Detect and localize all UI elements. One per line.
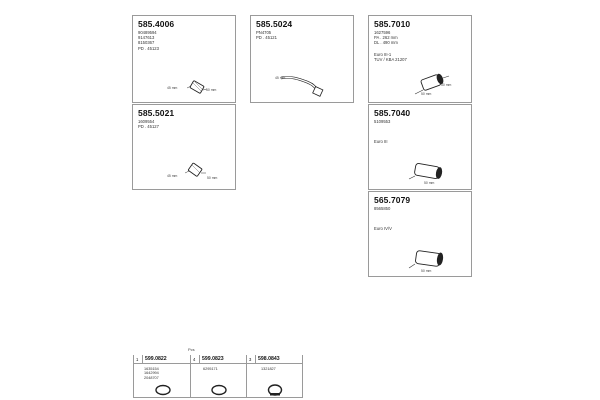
part-quantity: 1	[136, 356, 139, 362]
approval-number: TUV / KBA 21207	[374, 57, 407, 63]
euro-norm: Euro IV/V	[374, 226, 392, 231]
part-code: 599.0823	[202, 355, 224, 362]
clamp-ring-drawing	[266, 383, 284, 397]
product-code: 585.4006	[138, 19, 175, 29]
oem-number: 1627596	[374, 30, 391, 35]
part-cell-599-0822[interactable]	[133, 355, 191, 398]
product-card-565-7079[interactable]	[368, 191, 472, 277]
oem-number-list	[256, 30, 277, 40]
oem-number: 1609554	[138, 119, 155, 124]
oem-number: 1642994	[144, 371, 159, 376]
dimension-value: DL . 490 mm	[374, 40, 398, 46]
oem-number: 8150367	[138, 40, 155, 46]
diameter-label: 50 mm	[421, 269, 432, 273]
product-code: 565.7079	[374, 195, 411, 205]
part-quantity: 4	[193, 356, 196, 362]
oem-number: PN4705	[256, 30, 272, 35]
oem-number: 9147613	[138, 35, 155, 41]
oem-number: 90489594	[138, 30, 157, 35]
product-card-585-7010[interactable]	[368, 15, 472, 103]
part-oem-list	[203, 367, 218, 371]
product-code: 585.5021	[138, 108, 175, 118]
product-card-585-5021[interactable]	[132, 104, 236, 190]
oem-number-list	[138, 30, 159, 51]
diameter-label: 50 mm	[206, 88, 217, 92]
part-cell-599-0823[interactable]	[190, 355, 247, 398]
pcs-label: Pcs	[188, 347, 195, 352]
diameter-label: 50 mm	[424, 181, 435, 185]
clamp-ring-drawing	[210, 384, 228, 396]
part-quantity: 3	[249, 356, 252, 362]
oem-number: 6295171	[203, 367, 218, 371]
product-code: 585.7010	[374, 19, 411, 29]
pd-reference: PD . 45123	[138, 45, 159, 51]
oem-number-list	[138, 119, 159, 129]
oem-number: 5109553	[374, 119, 391, 124]
diameter-label: 45 mm	[167, 174, 178, 178]
product-code: 585.7040	[374, 108, 411, 118]
part-oem-list	[144, 367, 159, 380]
part-code: 599.0822	[145, 355, 167, 362]
euro-norm: Euro III	[374, 139, 388, 144]
product-card-585-7040[interactable]	[368, 104, 472, 190]
oem-number-list	[374, 30, 398, 46]
diameter-label: 50 mm	[441, 83, 452, 87]
oem-number-list	[374, 206, 390, 211]
part-oem-list	[261, 367, 276, 371]
oem-number-list	[374, 119, 390, 124]
oem-number: 8565850	[374, 206, 391, 211]
part-code: 598.0843	[258, 355, 280, 362]
dimension-value: PA . 262 mm	[374, 35, 398, 41]
oem-number: 1321827	[261, 367, 276, 371]
pd-reference: PD . 45121	[256, 35, 277, 41]
product-code: 585.5024	[256, 19, 293, 29]
oem-number: 1635154	[144, 367, 159, 371]
euro-norm: Euro III-1	[374, 52, 392, 57]
exhaust-pipe-drawing	[279, 68, 329, 100]
diameter-label: 45 mm	[167, 86, 178, 90]
pd-reference: PD . 45127	[138, 124, 159, 130]
accessory-parts-table	[133, 347, 303, 398]
oem-number: 2048707	[144, 375, 159, 380]
product-card-585-4006[interactable]	[132, 15, 236, 103]
diameter-label: 50 mm	[207, 176, 218, 180]
clamp-ring-drawing	[154, 384, 172, 396]
diameter-label: 45 mm	[275, 76, 286, 80]
diameter-label: 50 mm	[421, 92, 432, 96]
euro-norm-note	[374, 52, 407, 62]
part-cell-598-0843[interactable]	[246, 355, 303, 398]
product-card-585-5024[interactable]	[250, 15, 354, 103]
